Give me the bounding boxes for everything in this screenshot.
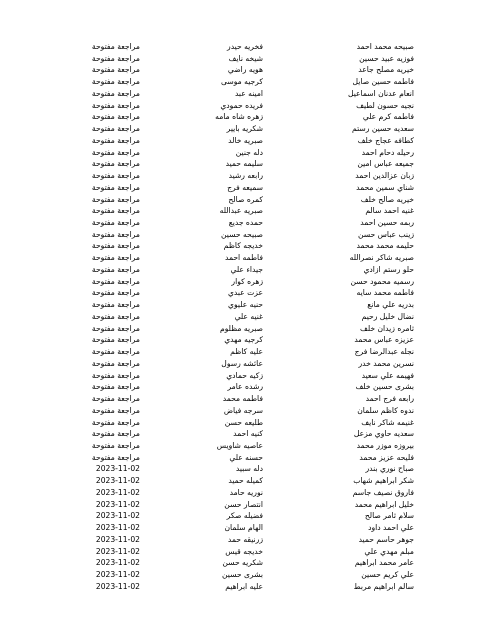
mother-name-cell: صبريه خالد xyxy=(228,135,263,145)
table-row xyxy=(0,534,494,546)
table-row xyxy=(0,334,494,346)
table-row xyxy=(0,557,494,569)
mother-name-cell: صبريه مظلوم xyxy=(220,323,263,333)
status-cell: 2023-11-02 xyxy=(95,476,140,486)
full-name-cell: رسميه محمود حسن xyxy=(350,276,414,286)
mother-name-cell: صبيحه حسين xyxy=(221,229,263,239)
status-cell: مراجعة مفتوحة xyxy=(91,253,140,263)
full-name-cell: نسرين محمد خدر xyxy=(358,358,414,368)
table-row xyxy=(0,417,494,429)
full-name-cell: ثامره زيدان خلف xyxy=(359,323,414,333)
table-row xyxy=(0,100,494,112)
full-name-cell: سلام ثامر صالح xyxy=(364,511,414,521)
status-cell: مراجعة مفتوحة xyxy=(91,241,140,251)
full-name-cell: سعديه حسين رستم xyxy=(352,124,414,134)
table-row xyxy=(0,264,494,276)
mother-name-cell: حسنه علي xyxy=(229,452,263,462)
full-name-cell: خليل ابراهيم محمد xyxy=(354,499,414,509)
mother-name-cell: سميعه فرج xyxy=(227,182,263,192)
mother-name-cell: انتصار حسن xyxy=(224,499,263,509)
full-name-cell: خيريه صالح خلف xyxy=(360,194,414,204)
table-row xyxy=(0,358,494,370)
mother-name-cell: سليمه حميد xyxy=(225,159,263,169)
mother-name-cell: فخريه حيدر xyxy=(227,42,263,51)
status-cell: مراجعة مفتوحة xyxy=(91,323,140,333)
table-row xyxy=(0,440,494,452)
status-cell: مراجعة مفتوحة xyxy=(91,147,140,157)
full-name-cell: زينب عباس حسن xyxy=(357,229,414,239)
table-row xyxy=(0,276,494,288)
status-cell: مراجعة مفتوحة xyxy=(91,417,140,427)
full-name-cell: سعديه حاوي مزعل xyxy=(353,429,414,439)
table-row xyxy=(0,182,494,194)
mother-name-cell: دله جنين xyxy=(235,147,263,157)
status-cell: 2023-11-02 xyxy=(95,499,140,509)
status-cell: مراجعة مفتوحة xyxy=(91,159,140,169)
status-cell: مراجعة مفتوحة xyxy=(91,112,140,122)
table-row xyxy=(0,299,494,311)
status-cell: مراجعة مفتوحة xyxy=(91,440,140,450)
status-cell: مراجعة مفتوحة xyxy=(91,135,140,145)
full-name-cell: خيريه مصلح جاعد xyxy=(358,65,414,75)
mother-name-cell: غنيه علي xyxy=(234,311,263,321)
mother-name-cell: خديجه كاظم xyxy=(223,241,263,251)
table-row xyxy=(0,229,494,241)
status-cell: 2023-11-02 xyxy=(95,570,140,580)
mother-name-cell: كنيه احمد xyxy=(233,429,263,439)
table-row xyxy=(0,76,494,88)
full-name-cell: جميعه عباس امين xyxy=(357,159,414,169)
status-cell: مراجعة مفتوحة xyxy=(91,311,140,321)
full-name-cell: مبلم مهدي علي xyxy=(364,546,414,556)
full-name-cell: فاروق نصيف جاسم xyxy=(352,487,414,497)
table-row xyxy=(0,569,494,581)
mother-name-cell: حمده جديع xyxy=(228,218,263,228)
mother-name-cell: حنيه عليوي xyxy=(228,300,263,310)
mother-name-cell: عاصيه شاويس xyxy=(216,440,263,450)
status-cell: مراجعة مفتوحة xyxy=(91,194,140,204)
table-row xyxy=(0,428,494,440)
table-row xyxy=(0,546,494,558)
full-name-cell: شناي سمين محمد xyxy=(356,182,414,192)
table-row xyxy=(0,252,494,264)
full-name-cell: شكر ابراهيم شهاب xyxy=(353,476,414,486)
full-name-cell: علي احمد داود xyxy=(368,523,414,533)
full-name-cell: صباح نوري بندر xyxy=(365,464,414,474)
table-row xyxy=(0,370,494,382)
status-cell: مراجعة مفتوحة xyxy=(91,65,140,75)
mother-name-cell: زرنيقه حمد xyxy=(227,534,263,544)
table-row xyxy=(0,452,494,464)
full-name-cell: فهيمه علي سعيد xyxy=(361,370,414,380)
mother-name-cell: خديجه قيس xyxy=(225,546,263,556)
mother-name-cell: الهام سلمان xyxy=(224,523,263,533)
full-name-cell: نجيه حسون لطيف xyxy=(356,100,414,110)
full-name-cell: بدريه علي مانع xyxy=(367,300,414,310)
table-row xyxy=(0,170,494,182)
full-name-cell: صبيحه محمد احمد xyxy=(356,42,414,51)
full-name-cell: غنيمه شاكر نايف xyxy=(361,417,414,427)
mother-name-cell: فضيله صكر xyxy=(226,511,263,521)
table-row xyxy=(0,217,494,229)
table-row xyxy=(0,53,494,65)
status-cell: مراجعة مفتوحة xyxy=(91,77,140,87)
status-cell: مراجعة مفتوحة xyxy=(91,300,140,310)
table-row xyxy=(0,205,494,217)
table-row xyxy=(0,287,494,299)
status-cell: مراجعة مفتوحة xyxy=(91,335,140,345)
mother-name-cell: طليعه حسن xyxy=(224,417,263,427)
full-name-cell: عامر محمد ابراهيم xyxy=(354,558,414,568)
mother-name-cell: رشده عامر xyxy=(227,382,263,392)
mother-name-cell: شكريه بايير xyxy=(226,124,263,134)
status-cell: مراجعة مفتوحة xyxy=(91,171,140,181)
full-name-cell: سالم ابراهيم مربط xyxy=(353,581,414,591)
status-cell: مراجعة مفتوحة xyxy=(91,429,140,439)
full-name-cell: عزيزه عباس محمد xyxy=(354,335,414,345)
full-name-cell: بيروزه موزر محمد xyxy=(356,440,414,450)
status-cell: مراجعة مفتوحة xyxy=(91,218,140,228)
mother-name-cell: جيداء علي xyxy=(230,264,263,274)
full-name-cell: صبريه شاكر نصرالله xyxy=(349,253,414,263)
table-row xyxy=(0,487,494,499)
records-table xyxy=(0,41,494,593)
mother-name-cell: عائشه رسول xyxy=(221,358,263,368)
status-cell: مراجعة مفتوحة xyxy=(91,264,140,274)
mother-name-cell: عليه كاظم xyxy=(230,347,263,357)
status-cell: مراجعة مفتوحة xyxy=(91,382,140,392)
table-row xyxy=(0,405,494,417)
table-row xyxy=(0,581,494,593)
status-cell: 2023-11-02 xyxy=(95,523,140,533)
full-name-cell: فاطمه حسين صايل xyxy=(352,77,414,87)
table-row xyxy=(0,381,494,393)
status-cell: 2023-11-02 xyxy=(95,487,140,497)
table-row xyxy=(0,463,494,475)
status-cell: مراجعة مفتوحة xyxy=(91,100,140,110)
mother-name-cell: كرجيه موسى xyxy=(221,77,263,87)
table-row xyxy=(0,323,494,335)
table-row xyxy=(0,123,494,135)
table-row xyxy=(0,88,494,100)
full-name-cell: نجله عبدالرضا فرج xyxy=(354,347,414,357)
mother-name-cell: كرجيه مهدي xyxy=(224,335,263,345)
status-cell: مراجعة مفتوحة xyxy=(91,124,140,134)
status-cell: 2023-11-02 xyxy=(95,546,140,556)
table-row xyxy=(0,311,494,323)
status-cell: مراجعة مفتوحة xyxy=(91,206,140,216)
status-cell: مراجعة مفتوحة xyxy=(91,276,140,286)
full-name-cell: كطافه عجاج خلف xyxy=(357,135,414,145)
full-name-cell: حليمه محمد محمد xyxy=(356,241,414,251)
table-row xyxy=(0,194,494,206)
table-row xyxy=(0,510,494,522)
status-cell: مراجعة مفتوحة xyxy=(91,452,140,462)
status-cell: 2023-11-02 xyxy=(95,581,140,591)
full-name-cell: بشرى حسين خلف xyxy=(355,382,414,392)
table-row xyxy=(0,346,494,358)
status-cell: مراجعة مفتوحة xyxy=(91,370,140,380)
full-name-cell: رابعه فرج احمد xyxy=(365,394,414,404)
status-cell: 2023-11-02 xyxy=(95,511,140,521)
mother-name-cell: بشرى حسين xyxy=(222,570,263,580)
table-row xyxy=(0,499,494,511)
table-row xyxy=(0,158,494,170)
full-name-cell: علي كريم حسين xyxy=(361,570,414,580)
status-cell: مراجعة مفتوحة xyxy=(91,88,140,98)
status-cell: مراجعة مفتوحة xyxy=(91,229,140,239)
mother-name-cell: فاطمه محمد xyxy=(222,394,263,404)
mother-name-cell: زهره كوار xyxy=(231,276,263,286)
full-name-cell: رحيله دحام احمد xyxy=(361,147,414,157)
full-name-cell: غنيه احمد سالم xyxy=(365,206,414,216)
status-cell: مراجعة مفتوحة xyxy=(91,288,140,298)
mother-name-cell: نوريه حامد xyxy=(229,487,263,497)
full-name-cell: فليحه عزيز محمد xyxy=(359,452,414,462)
full-name-cell: فوزيه عبيد حسين xyxy=(359,53,414,63)
status-cell: مراجعة مفتوحة xyxy=(91,53,140,63)
table-row xyxy=(0,147,494,159)
full-name-cell: ندوه كاظم سلمان xyxy=(357,405,414,415)
table-row xyxy=(0,135,494,147)
mother-name-cell: كميله حميد xyxy=(228,476,263,486)
full-name-cell: نضال خليل رحيم xyxy=(361,311,414,321)
table-row xyxy=(0,522,494,534)
status-cell: 2023-11-02 xyxy=(95,534,140,544)
status-cell: مراجعة مفتوحة xyxy=(91,182,140,192)
full-name-cell: فاطمه محمد سايه xyxy=(356,288,414,298)
status-cell: 2023-11-02 xyxy=(95,464,140,474)
mother-name-cell: رابعه رشيد xyxy=(228,171,263,181)
table-row xyxy=(0,41,494,53)
status-cell: مراجعة مفتوحة xyxy=(91,347,140,357)
mother-name-cell: شكريه حسن xyxy=(222,558,263,568)
full-name-cell: جوهر حاسم حميد xyxy=(358,534,414,544)
full-name-cell: فاطمه كرم علي xyxy=(362,112,414,122)
mother-name-cell: عليه ابراهيم xyxy=(225,581,263,591)
status-cell: مراجعة مفتوحة xyxy=(91,394,140,404)
table-row xyxy=(0,475,494,487)
mother-name-cell: دله سبيد xyxy=(235,464,263,474)
mother-name-cell: فاطمه احمد xyxy=(224,253,263,263)
status-cell: 2023-11-02 xyxy=(95,558,140,568)
table-row xyxy=(0,393,494,405)
status-cell: مراجعة مفتوحة xyxy=(91,42,140,51)
status-cell: مراجعة مفتوحة xyxy=(91,358,140,368)
table-row xyxy=(0,111,494,123)
mother-name-cell: سرجه فياض xyxy=(223,405,263,415)
mother-name-cell: شيخه نايف xyxy=(228,53,263,63)
mother-name-cell: كمره صالح xyxy=(228,194,263,204)
table-row xyxy=(0,64,494,76)
mother-name-cell: فريده حمودي xyxy=(220,100,263,110)
full-name-cell: زبان عزالدين احمد xyxy=(355,171,414,181)
full-name-cell: ربمه حسين احمد xyxy=(360,218,414,228)
mother-name-cell: زكيه حمادي xyxy=(226,370,263,380)
mother-name-cell: صبريه عبدالله xyxy=(219,206,263,216)
mother-name-cell: زهره شاه مامه xyxy=(215,112,263,122)
mother-name-cell: هويه راضي xyxy=(227,65,263,75)
full-name-cell: انعام عدنان اسماعيل xyxy=(347,88,414,98)
full-name-cell: حلو رستم ازادي xyxy=(363,264,414,274)
mother-name-cell: عزت عبدي xyxy=(227,288,263,298)
mother-name-cell: امينه عبد xyxy=(234,88,263,98)
table-row xyxy=(0,240,494,252)
status-cell: مراجعة مفتوحة xyxy=(91,405,140,415)
